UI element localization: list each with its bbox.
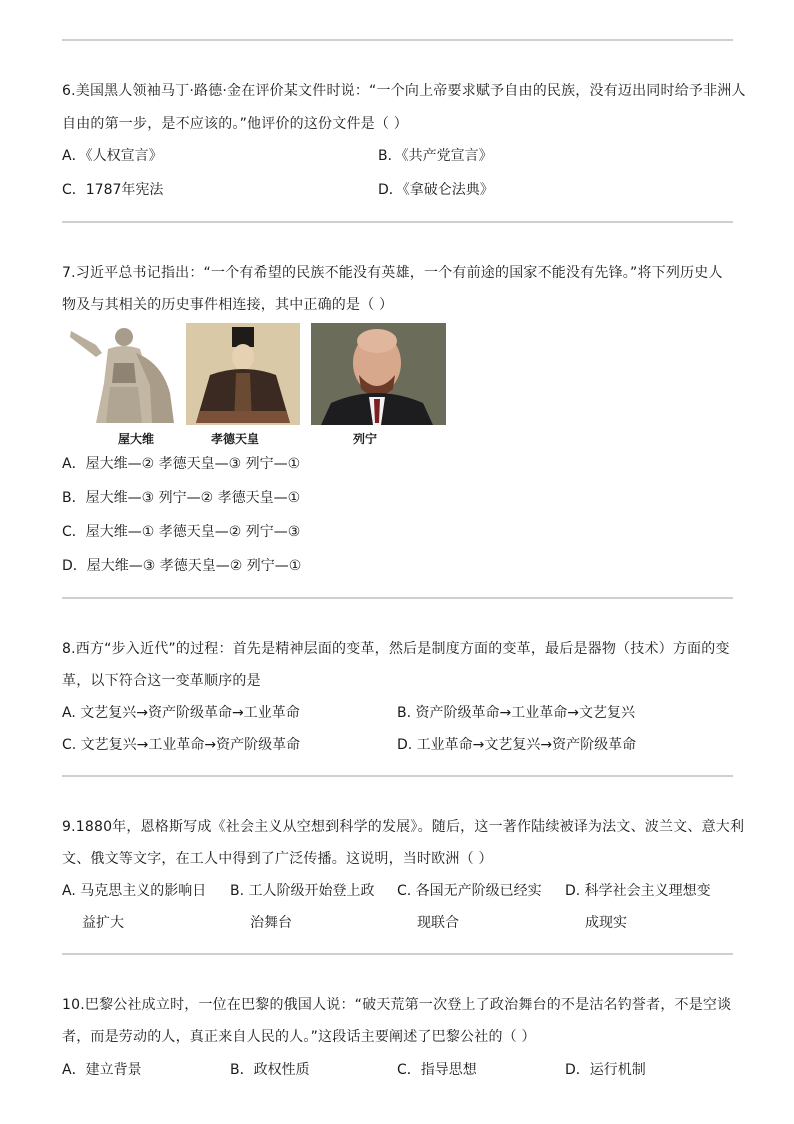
q9-option-a-line1: A. 马克思主义的影响日: [62, 883, 207, 899]
q9-option-b-line1: B. 工人阶级开始登上政: [230, 883, 375, 899]
q6-stem-line2: 自由的第一步，是不应该的。”他评价的这份文件是（ ）: [62, 116, 408, 132]
q10-option-b[interactable]: B．政权性质: [230, 1062, 310, 1078]
q7-option-d[interactable]: D．屋大维—③ 孝德天皇—② 列宁—①: [62, 558, 302, 574]
caption-emperor-kotoku: 孝德天皇: [211, 432, 260, 446]
caption-lenin: 列宁: [353, 432, 378, 446]
q6-stem-line1: 6.美国黑人领袖马丁·路德·金在评价某文件时说：“一个向上帝要求赋予自由的民族，没有迈出同时给予非洲人: [62, 83, 746, 99]
q8-stem-line1: 8.西方“步入近代”的过程：首先是精神层面的变革，然后是制度方面的变革，最后是器物（技术）方面的变: [62, 641, 730, 657]
divider: [62, 597, 733, 599]
q9-option-b[interactable]: [230, 883, 375, 931]
q7-option-c[interactable]: C．屋大维—① 孝德天皇—② 列宁—③: [62, 524, 301, 540]
q8-option-b[interactable]: B. 资产阶级革命→工业革命→文艺复兴: [397, 705, 635, 721]
q7-option-a[interactable]: A．屋大维—② 孝德天皇—③ 列宁—①: [62, 456, 301, 472]
q9-option-d[interactable]: [565, 883, 711, 931]
divider: [62, 775, 733, 777]
q6-option-c[interactable]: C．1787年宪法: [62, 182, 164, 198]
q6-option-d[interactable]: D．《拿破仑法典》: [378, 182, 494, 198]
q6-option-a[interactable]: A．《人权宣言》: [62, 148, 163, 164]
q9-option-d-line1: D. 科学社会主义理想变: [565, 883, 711, 899]
q10-option-c[interactable]: C．指导思想: [397, 1062, 477, 1078]
q9-option-c-line1: C. 各国无产阶级已经实: [397, 883, 542, 899]
q9-option-b-line2: 治舞台: [250, 915, 292, 931]
q7-stem-line1: 7.习近平总书记指出：“一个有希望的民族不能没有英雄，一个有前途的国家不能没有先锋。”将下列历史人: [62, 265, 723, 281]
q10-option-d[interactable]: D．运行机制: [565, 1062, 646, 1078]
q8-option-d[interactable]: D. 工业革命→文艺复兴→资产阶级革命: [397, 737, 637, 753]
q10-stem-line2: 者，而是劳动的人，真正来自人民的人。”这段话主要阐述了巴黎公社的（ ）: [62, 1029, 536, 1045]
q7-option-b[interactable]: B．屋大维—③ 列宁—② 孝德天皇—①: [62, 490, 301, 506]
q9-option-c-line2: 现联合: [417, 915, 459, 931]
q9-option-d-line2: 成现实: [585, 915, 627, 931]
divider: [62, 221, 733, 223]
q10-option-a[interactable]: A．建立背景: [62, 1062, 142, 1078]
q7-stem-line2: 物及与其相关的历史事件相连接，其中正确的是（ ）: [62, 297, 394, 313]
lenin-portrait-image: [311, 323, 446, 425]
q8-option-c[interactable]: C. 文艺复兴→工业革命→资产阶级革命: [62, 737, 301, 753]
divider: [62, 953, 733, 955]
q9-option-c[interactable]: [397, 883, 542, 931]
octavian-statue-image: [66, 323, 182, 425]
q9-stem-line2: 文、俄文等文字，在工人中得到了广泛传播。这说明，当时欧洲（ ）: [62, 851, 493, 867]
q9-option-a-line2: 益扩大: [82, 915, 124, 931]
q9-option-a[interactable]: [62, 883, 206, 931]
divider: [62, 39, 733, 41]
caption-octavian: 屋大维: [118, 432, 155, 446]
q8-option-a[interactable]: A. 文艺复兴→资产阶级革命→工业革命: [62, 705, 300, 721]
q10-stem-line1: 10.巴黎公社成立时，一位在巴黎的俄国人说：“破天荒第一次登上了政治舞台的不是沽名钓誉者，不是空谈: [62, 997, 732, 1013]
q9-stem-line1: 9.1880年，恩格斯写成《社会主义从空想到科学的发展》。随后，这一著作陆续被译为法文、波兰文、意大利: [62, 819, 745, 835]
emperor-kotoku-image: [186, 323, 300, 425]
q8-stem-line2: 革，以下符合这一变革顺序的是: [62, 673, 261, 689]
q6-option-b[interactable]: B．《共产党宣言》: [378, 148, 493, 164]
